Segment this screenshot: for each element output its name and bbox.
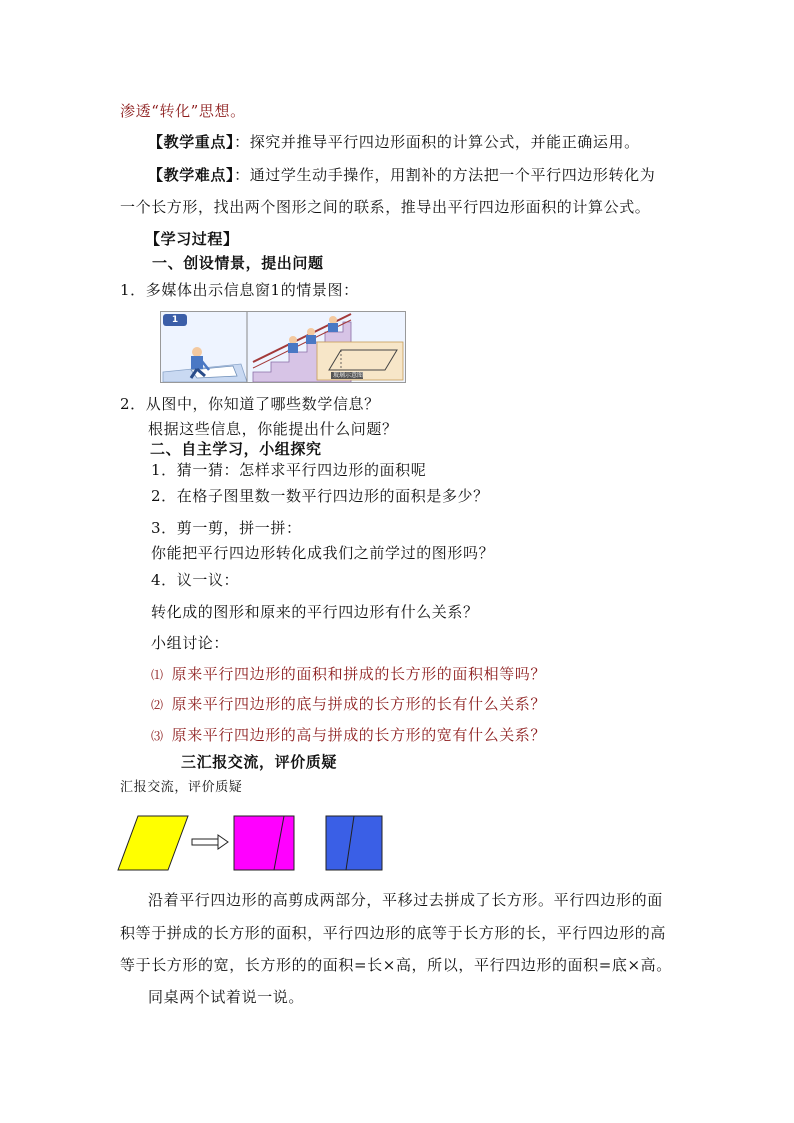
info-window-badge: 1 bbox=[163, 314, 187, 326]
section-heading-1: 一、创设情景，提出问题 bbox=[152, 254, 324, 272]
section-heading-3: 三汇报交流，评价质疑 bbox=[181, 753, 338, 771]
step-2: 2．在格子图里数一数平行四边形的面积是多少？ bbox=[151, 487, 489, 505]
difficulty-line-cont: 一个长方形，找出两个图形之间的联系，推导出平行四边形面积的计算公式。 bbox=[120, 198, 651, 216]
key-point-text: ：探究并推导平行四边形面积的计算公式，并能正确运用。 bbox=[234, 133, 640, 151]
pair-practice-line: 同桌两个试着说一说。 bbox=[148, 988, 305, 1006]
key-point-tag: 【教学重点】 bbox=[148, 133, 235, 151]
scene-drawing bbox=[161, 312, 405, 382]
conclusion-line-1: 沿着平行四边形的高剪成两部分，平移过去拼成了长方形。平行四边形的面 bbox=[148, 891, 663, 909]
magenta-rectangle bbox=[234, 816, 294, 870]
group-discussion-label: 小组讨论： bbox=[151, 634, 230, 652]
conclusion-line-2: 积等于拼成的长方形的面积，平行四边形的底等于长方形的长，平行四边形的高 bbox=[120, 924, 667, 942]
learning-process-heading: 【学习过程】 bbox=[145, 230, 239, 248]
parallelogram-shape bbox=[118, 816, 188, 870]
difficulty-text: ：通过学生动手操作，用割补的方法把一个平行四边形转化为 bbox=[234, 166, 656, 184]
discussion-item bbox=[151, 694, 546, 715]
key-point-line bbox=[148, 132, 640, 152]
question-2: 2．从图中，你知道了哪些数学信息？ bbox=[120, 395, 380, 413]
discussion-text: 原来平行四边形的面积和拼成的长方形的面积相等吗？ bbox=[171, 665, 547, 683]
step-4: 4．议一议： bbox=[151, 571, 240, 589]
blue-rectangle bbox=[326, 816, 382, 870]
difficulty-line bbox=[148, 165, 655, 185]
step-1: 1．猜一猜：怎样求平行四边形的面积呢 bbox=[151, 461, 427, 479]
discussion-number: ⑴ bbox=[151, 668, 164, 682]
step-3-question: 你能把平行四边形转化成我们之前学过的图形吗？ bbox=[151, 544, 495, 562]
step-4-question: 转化成的图形和原来的平行四边形有什么关系？ bbox=[151, 603, 479, 621]
discussion-item bbox=[151, 725, 546, 746]
discussion-text: 原来平行四边形的高与拼成的长方形的宽有什么关系？ bbox=[171, 726, 547, 744]
scene-caption: 玻璃示意图 bbox=[333, 372, 364, 379]
conclusion-line-3: 等于长方形的宽，长方形的的面积=长×高，所以，平行四边形的面积=底×高。 bbox=[120, 956, 672, 974]
discussion-number: ⑵ bbox=[151, 698, 164, 712]
discussion-item bbox=[151, 664, 546, 685]
report-label: 汇报交流，评价质疑 bbox=[120, 780, 243, 795]
intro-line: 渗透“转化”思想。 bbox=[120, 102, 246, 120]
discussion-text: 原来平行四边形的底与拼成的长方形的长有什么关系？ bbox=[171, 695, 547, 713]
arrow-icon bbox=[192, 835, 228, 849]
discussion-number: ⑶ bbox=[151, 729, 164, 743]
transformation-diagram bbox=[116, 812, 388, 874]
difficulty-tag: 【教学难点】 bbox=[148, 166, 235, 184]
question-3: 根据这些信息，你能提出什么问题？ bbox=[148, 420, 398, 438]
question-1: 1．多媒体出示信息窗1的情景图： bbox=[120, 281, 359, 299]
section-heading-2: 二、自主学习，小组探究 bbox=[150, 440, 322, 458]
scene-illustration bbox=[160, 311, 406, 383]
step-3: 3．剪一剪，拼一拼： bbox=[151, 519, 302, 537]
